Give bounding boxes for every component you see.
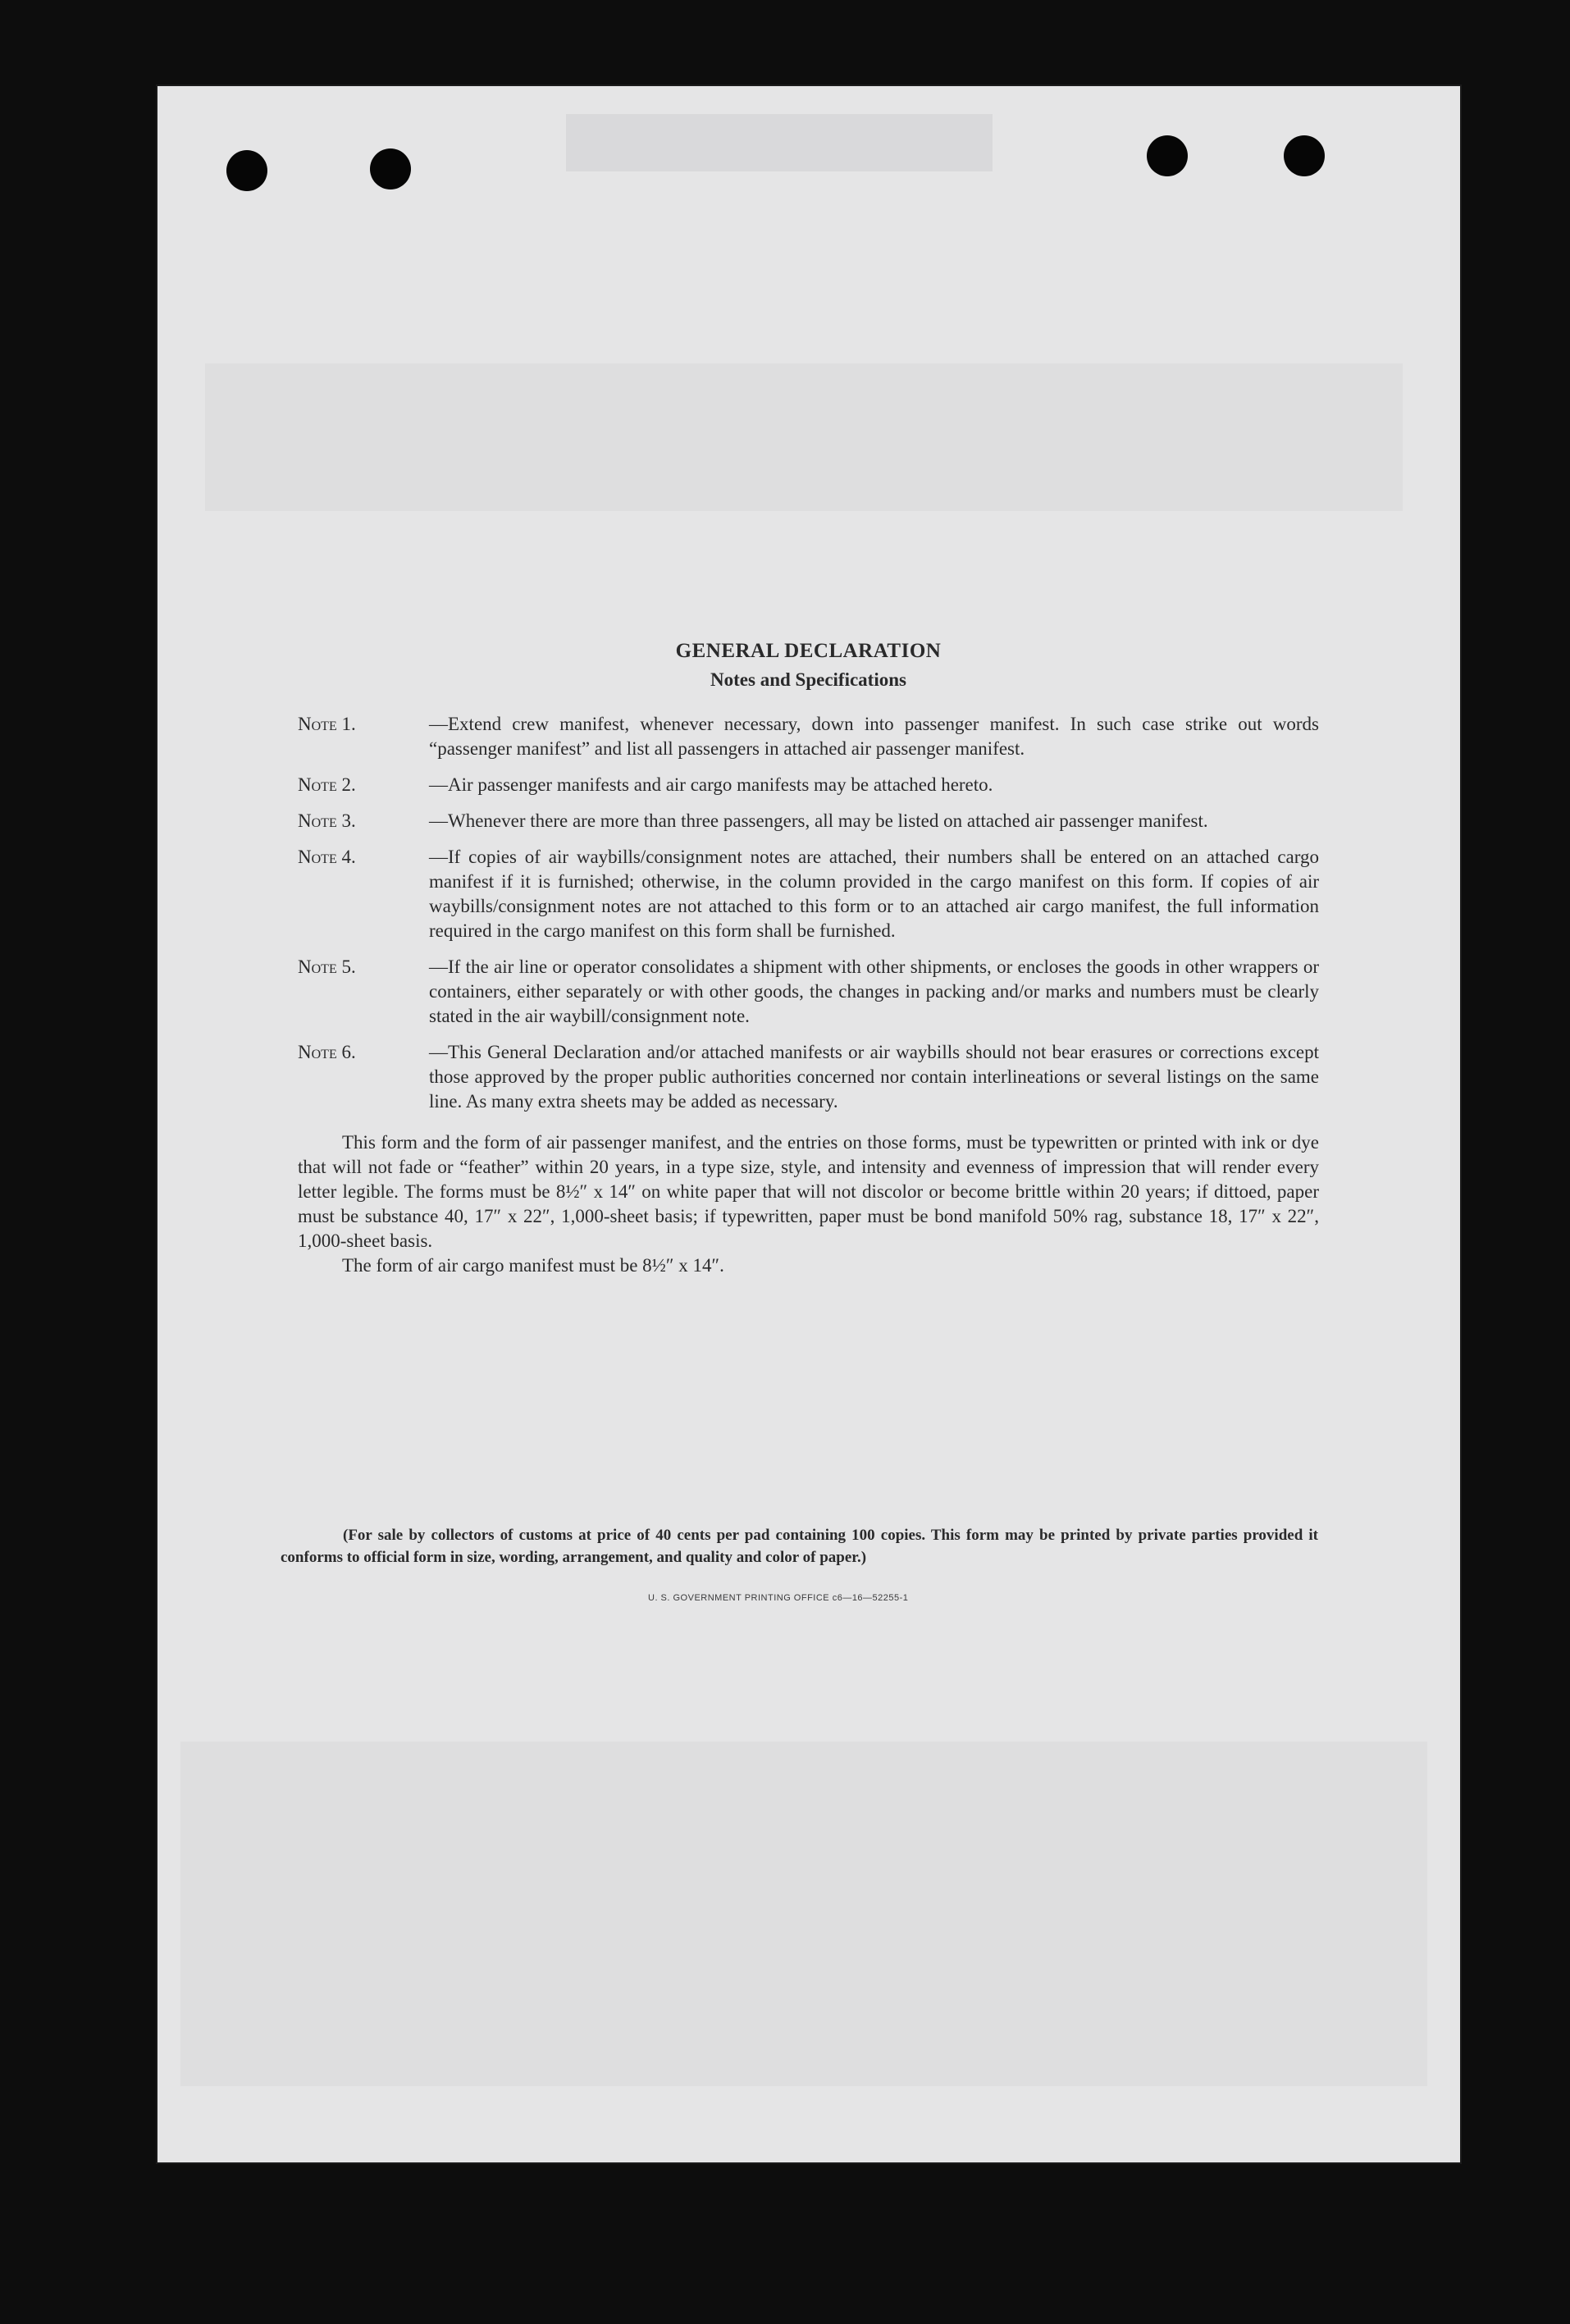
sale-notice: (For sale by collectors of customs at price of 40 cents per pad containing 100 copies. This form may be printed by private parties provided it conforms to official form in size, wording, arrangement, and quality and color of paper.): [281, 1527, 1318, 1566]
note-1: [298, 712, 1319, 761]
form-title: GENERAL DECLARATION: [675, 640, 942, 662]
punch-hole-left-1: [226, 150, 267, 191]
note-label: Note 1.: [298, 714, 356, 734]
punch-hole-left-2: [370, 148, 411, 189]
note-4: [298, 845, 1319, 943]
show-through-header: [566, 114, 993, 171]
note-text: —If copies of air waybills/consignment notes are attached, their numbers shall be entered on an attached cargo manifest if it is furnished; otherwise, in the column provided in the cargo manifest on this form. If copies of air waybills/consignment notes are not attached to this form or to an attached air cargo manifest, the full information required in the cargo manifest on this form shall be furnished.: [429, 847, 1319, 941]
note-label: Note 3.: [298, 810, 356, 831]
note-text: —Extend crew manifest, whenever necessary, down into passenger manifest. In such case strike out words “passenger manifest” and list all passengers in attached air passenger manifest.: [429, 714, 1319, 759]
notes-section: [298, 640, 1319, 1278]
show-through-lower-block: [180, 1742, 1427, 2086]
note-6: [298, 1040, 1319, 1114]
show-through-table: [205, 363, 1403, 511]
note-text: —Whenever there are more than three passengers, all may be listed on attached air passenger manifest.: [429, 810, 1208, 831]
note-label: Note 6.: [298, 1042, 356, 1062]
note-label: Note 4.: [298, 847, 356, 867]
form-subtitle: Notes and Specifications: [710, 669, 906, 690]
note-text: —Air passenger manifests and air cargo manifests may be attached hereto.: [429, 774, 993, 795]
note-2: [298, 773, 1319, 797]
note-3: [298, 809, 1319, 833]
note-5: [298, 955, 1319, 1029]
note-label: Note 5.: [298, 957, 356, 977]
note-text: —If the air line or operator consolidates a shipment with other shipments, or encloses the goods in other wrappers or containers, either separately or with other goods, the changes in packing and/or marks and numbers must be clearly stated in the air waybill/consignment note.: [429, 957, 1319, 1026]
punch-hole-right-1: [1147, 135, 1188, 176]
note-text: —This General Declaration and/or attached manifests or air waybills should not bear erasures or corrections except those approved by the proper public authorities concerned nor contain interlineations or several listings on the same line. As many extra sheets may be added as necessary.: [429, 1042, 1319, 1112]
printer-imprint: U. S. GOVERNMENT PRINTING OFFICE c6—16—52255-1: [648, 1593, 909, 1603]
cargo-size-line: The form of air cargo manifest must be 8½″ x 14″.: [342, 1255, 724, 1276]
note-label: Note 2.: [298, 774, 356, 795]
punch-hole-right-2: [1284, 135, 1325, 176]
specification-paragraph: This form and the form of air passenger manifest, and the entries on those forms, must be typewritten or printed with ink or dye that will not fade or “feather” within 20 years, in a type size, style, and intensity and evenness of impression that will render every letter legible. The forms must be 8½″ x 14″ on white paper that will not discolor or become brittle within 20 years; if dittoed, paper must be substance 40, 17″ x 22″, 1,000-sheet basis; if typewritten, paper must be bond manifold 50% rag, substance 18, 17″ x 22″, 1,000-sheet basis.: [298, 1132, 1319, 1251]
